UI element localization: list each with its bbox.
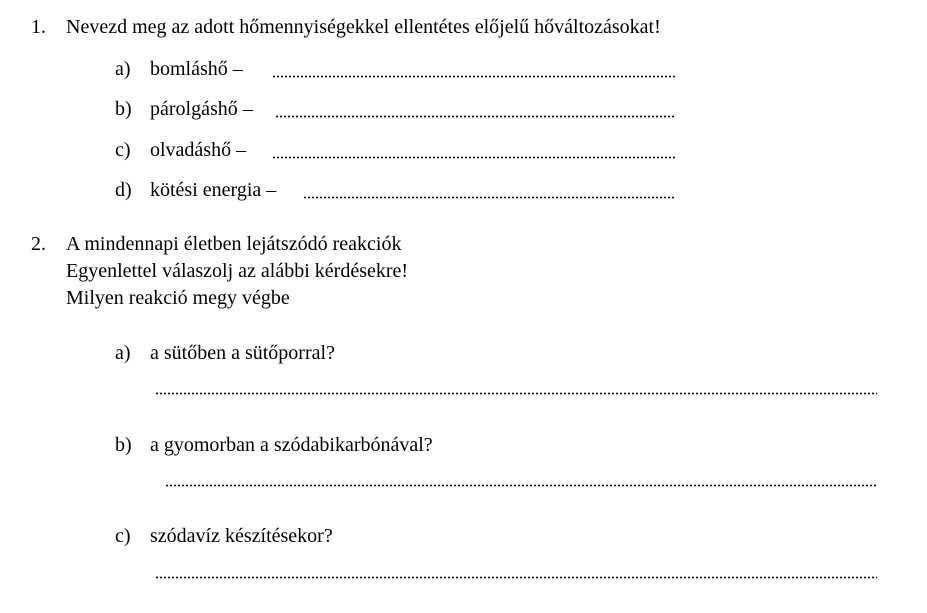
q1-item-d-label: d)	[115, 179, 132, 201]
q2-item-c-text: szódavíz készítésekor?	[150, 525, 333, 547]
q2-item-c-answer-line[interactable]	[155, 576, 877, 579]
q1-item-c-label: c)	[115, 139, 131, 161]
q1-item-a-label: a)	[115, 58, 131, 80]
question-1-number: 1.	[31, 16, 46, 38]
q1-item-a-text: bomláshő –	[150, 58, 243, 80]
question-2-number: 2.	[31, 233, 46, 255]
question-1-prompt: Nevezd meg az adott hőmennyiségekkel ellentétes előjelű hőváltozásokat!	[66, 16, 661, 38]
q2-item-a-answer-line[interactable]	[155, 392, 877, 395]
q1-item-b-text: párolgáshő –	[150, 98, 253, 120]
q2-item-a-label: a)	[115, 342, 131, 364]
q1-item-d-text: kötési energia –	[150, 179, 277, 201]
q1-item-c-text: olvadáshő –	[150, 139, 247, 161]
q1-item-b-answer-line[interactable]	[275, 115, 675, 118]
question-2-prompt-line-1: A mindennapi életben lejátszódó reakciók	[66, 233, 402, 255]
question-2-prompt-line-2: Egyenlettel válaszolj az alábbi kérdésekre!	[66, 260, 409, 282]
q1-item-c-answer-line[interactable]	[272, 156, 675, 159]
q2-item-c-label: c)	[115, 525, 131, 547]
q2-item-a-text: a sütőben a sütőporral?	[150, 342, 335, 364]
question-2-prompt-line-3: Milyen reakció megy végbe	[66, 287, 290, 309]
q1-item-d-answer-line[interactable]	[303, 196, 675, 199]
q1-item-b-label: b)	[115, 98, 132, 120]
q2-item-b-text: a gyomorban a szódabikarbónával?	[150, 434, 433, 456]
q1-item-a-answer-line[interactable]	[272, 75, 675, 78]
q2-item-b-label: b)	[115, 434, 132, 456]
q2-item-b-answer-line[interactable]	[165, 484, 877, 487]
